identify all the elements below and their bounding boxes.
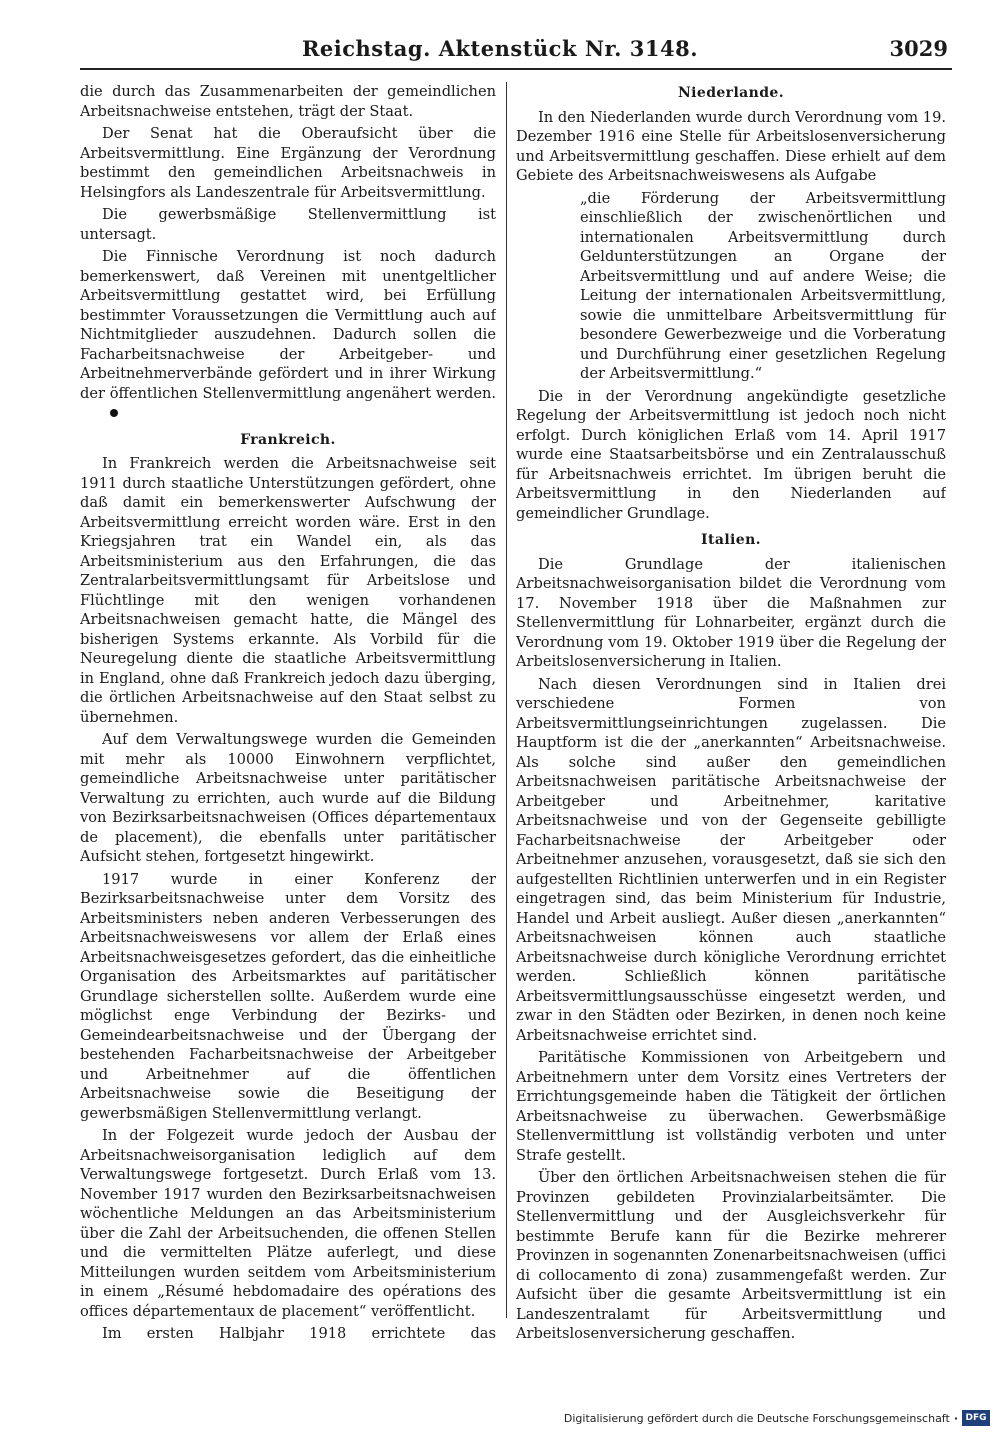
page-header bbox=[0, 36, 1000, 70]
paragraph: Nach diesen Verordnungen sind in Italien drei verschiedene Formen von Arbeitsvermittlungseinrichtungen zugelassen. Die Hauptform ist die der „anerkannten“ Arbeitsnachweise. Als solche sind außer den gemeindlichen Arbeitsnachweisen paritätische Arbeitsnachweise der Arbeitgeber und Arbeitnehmer, karitative Arbeitsnachweise und von der Gegenseite gebilligte Facharbeitsnachweise der Arbeitgeber oder Arbeitnehmer anzusehen, vorausgesetzt, daß sie sich den aufgestellten Richtlinien unterwerfen und in ein Register eingetragen sind, das beim Ministerium für Industrie, Handel und Arbeit ausliegt. Außer diesen „anerkannten“ Arbeitsnachweisen können auch staatliche Arbeitsnachweise durch königliche Verordnung errichtet werden. Schließlich können paritätische Arbeitsvermittlungsausschüsse eingesetzt werden, und zwar in den Städten oder Bezirken, in denen noch keine Arbeitsnachweise errichtet sind. bbox=[516, 675, 946, 1044]
paragraph: Im ersten Halbjahr 1918 errichtete das bbox=[102, 1325, 496, 1342]
paragraph: In den Niederlanden wurde durch Verordnung vom 19. Dezember 1916 eine Stelle für Arbeitslosenversicherung und Arbeitsvermittlung geschaffen. Diese erhielt auf dem Gebiete des Arbeitsnachweiswesens als Aufgabe bbox=[516, 108, 946, 184]
header-rule bbox=[80, 68, 952, 70]
footer-separator: · bbox=[953, 1411, 958, 1425]
paragraph-text: Die Finnische Verordnung ist noch dadurch bemerkenswert, daß Vereinen mit unentgeltlicher Arbeitsvermittlung gestattet wird, bei Erfüllung bestimmter Voraussetzungen die Vermittlung auch auf Nichtmitglieder auszudehnen. Dadurch sollen die Facharbeitsnachweise der Arbeitgeber- und Arbeitnehmerverbände gefördert und in ihrer Wirkung der öffentlichen Stellenvermittlung angenähert werden. bbox=[80, 248, 496, 402]
page-number: 3029 bbox=[889, 36, 948, 61]
paragraph: In Frankreich werden die Arbeitsnachweise seit 1911 durch staatliche Unterstützungen gefördert, ohne daß damit ein bemerkenswerter Aufschwung der Arbeitsvermittlung erreicht worden wäre. Erst in den Kriegsjahren trat ein Wandel ein, als das Arbeitsministerium aus den Erfahrungen, die das Zentralarbeitsvermittlungsamt für Arbeitslose und Flüchtlinge mit den wenigen vorhandenen Arbeitsnachweisen gemacht hatte, die Mängel des bisherigen Systems erkannte. Als Vorbild für die Neuregelung diente die staatliche Arbeitsvermittlung in England, ohne daß Frankreich jedoch dazu überging, die örtlichen Arbeitsnachweise auf den Staat selbst zu übernehmen. bbox=[80, 455, 496, 726]
ink-dot bbox=[110, 409, 118, 417]
paragraph: Auf dem Verwaltungswege wurden die Gemeinden mit mehr als 10000 Einwohnern verpflichtet, gemeindliche Arbeitsnachweise unter paritätischer Verwaltung zu errichten, auch wurde auf die Bildung von Bezirksarbeitsnachweisen (Offices départementaux de placement), die ebenfalls unter paritätischer Aufsicht stehen, fortgesetzt hingewirkt. bbox=[80, 731, 496, 865]
paragraph: Die gewerbsmäßige Stellenvermittlung ist untersagt. bbox=[80, 206, 496, 243]
paragraph: 1917 wurde in einer Konferenz der Bezirksarbeitsnachweise unter dem Vorsitz des Arbeitsministers neben anderen Verbesserungen des Arbeitsnachweiswesens vor allem der Erlaß eines Arbeitsnachweisgesetzes gefordert, das die einheitliche Organisation des Arbeitsmarktes auf paritätischer Grundlage sicherstellen sollte. Außerdem wurde eine möglichst enge Verbindung der Bezirks- und Gemeindearbeitsnachweise und der Übergang der bestehenden Facharbeitsnachweise der Arbeitgeber und Arbeitnehmer auf die öffentlichen Arbeitsnachweise sowie die Beseitigung der gewerbsmäßigen Stellenvermittlung verlangt. bbox=[80, 870, 496, 1122]
paragraph bbox=[80, 247, 496, 423]
right-column bbox=[516, 82, 946, 1342]
section-heading-niederlande: Niederlande. bbox=[677, 85, 785, 101]
paragraph: Die in der Verordnung angekündigte gesetzliche Regelung der Arbeitsvermittlung ist jedoch noch nicht erfolgt. Durch königlichen Erlaß vom 14. April 1917 wurde eine Staatsarbeitsbörse und ein Zentralausschuß für Arbeitsnachweis errichtet. Im übrigen beruht die Arbeitsvermittlung in den Niederlanden auf gemeindlicher Grundlage. bbox=[516, 387, 946, 522]
running-title: Reichstag. Aktenstück Nr. 3148. bbox=[301, 36, 699, 61]
paragraph: Die Grundlage der italienischen Arbeitsnachweisorganisation bildet die Verordnung vom 17. November 1918 über die Maßnahmen zur Stellenvermittlung für Lohnarbeiter, ergänzt durch die Verordnung vom 19. Oktober 1919 über die Regelung der Arbeitslosenversicherung in Italien. bbox=[516, 555, 946, 670]
paragraph: Paritätische Kommissionen von Arbeitgebern und Arbeitnehmern unter dem Vorsitz eines Vertreters der Errichtungsgemeinde haben die Tätigkeit der örtlichen Arbeitsnachweise zu überwachen. Gewerbsmäßige Stellenvermittlung ist vollständig verboten und unter Strafe gestellt. bbox=[516, 1049, 946, 1164]
paragraph: Über den örtlichen Arbeitsnachweisen stehen die für Provinzen gebildeten Provinzialarbeitsämter. Die Stellenvermittlung und der Ausgleichsverkehr für bestimmte Berufe kann für die Bezirke mehrerer Provinzen in sogenannten Zonenarbeitsnachweisen (uffici di collocamento di zona) zusammengefaßt werden. Zur Aufsicht über die gesamte Arbeitsvermittlung ist ein Landeszentralamt für Arbeitsvermittlung und Arbeitslosenversicherung geschaffen. bbox=[516, 1169, 946, 1342]
column-divider bbox=[506, 82, 507, 1318]
paragraph: In der Folgezeit wurde jedoch der Ausbau der Arbeitsnachweisorganisation lediglich auf dem Verwaltungswege fortgesetzt. Durch Erlaß vom 13. November 1917 wurden den Bezirksarbeitsnachweisen wöchentliche Meldungen an das Arbeitsministerium über die Zahl der Arbeitsuchenden, die offenen Stellen und die vermittelten Plätze auferlegt, und diese Mitteilungen wurden seitdem vom Arbeitsministerium in einem „Résumé hebdomadaire des opérations des offices départementaux de placement“ veröffentlicht. bbox=[80, 1127, 496, 1320]
dfg-logo-icon: DFG bbox=[962, 1410, 990, 1426]
footer-text: Digitalisierung gefördert durch die Deutsche Forschungsgemeinschaft bbox=[563, 1411, 950, 1425]
block-quote: „die Förderung der Arbeitsvermittlung einschließlich der zwischenörtlichen und internationalen Arbeitsvermittlung durch Geldunterstützungen an Organe der Arbeitsvermittlung und auf andere Weise; die Leitung der internationalen Arbeitsvermittlung, sowie die unmittelbare Arbeitsvermittlung für besondere Gewerbezweige und die Vorberatung und Durchführung einer gesetzlichen Regelung der Arbeitsvermittlung.“ bbox=[580, 189, 946, 382]
section-heading-frankreich: Frankreich. bbox=[240, 431, 336, 448]
section-heading-italien: Italien. bbox=[701, 532, 761, 548]
left-column bbox=[80, 82, 496, 1342]
digitization-footer bbox=[564, 1408, 990, 1428]
paragraph: Der Senat hat die Oberaufsicht über die Arbeitsvermittlung. Eine Ergänzung der Verordnung bestimmt den gemeindlichen Arbeitsnachweis in Helsingfors als Landeszentrale für Arbeitsvermittlung. bbox=[80, 125, 496, 201]
paragraph: die durch das Zusammenarbeiten der gemeindlichen Arbeitsnachweise entstehen, trägt der Staat. bbox=[80, 83, 496, 120]
